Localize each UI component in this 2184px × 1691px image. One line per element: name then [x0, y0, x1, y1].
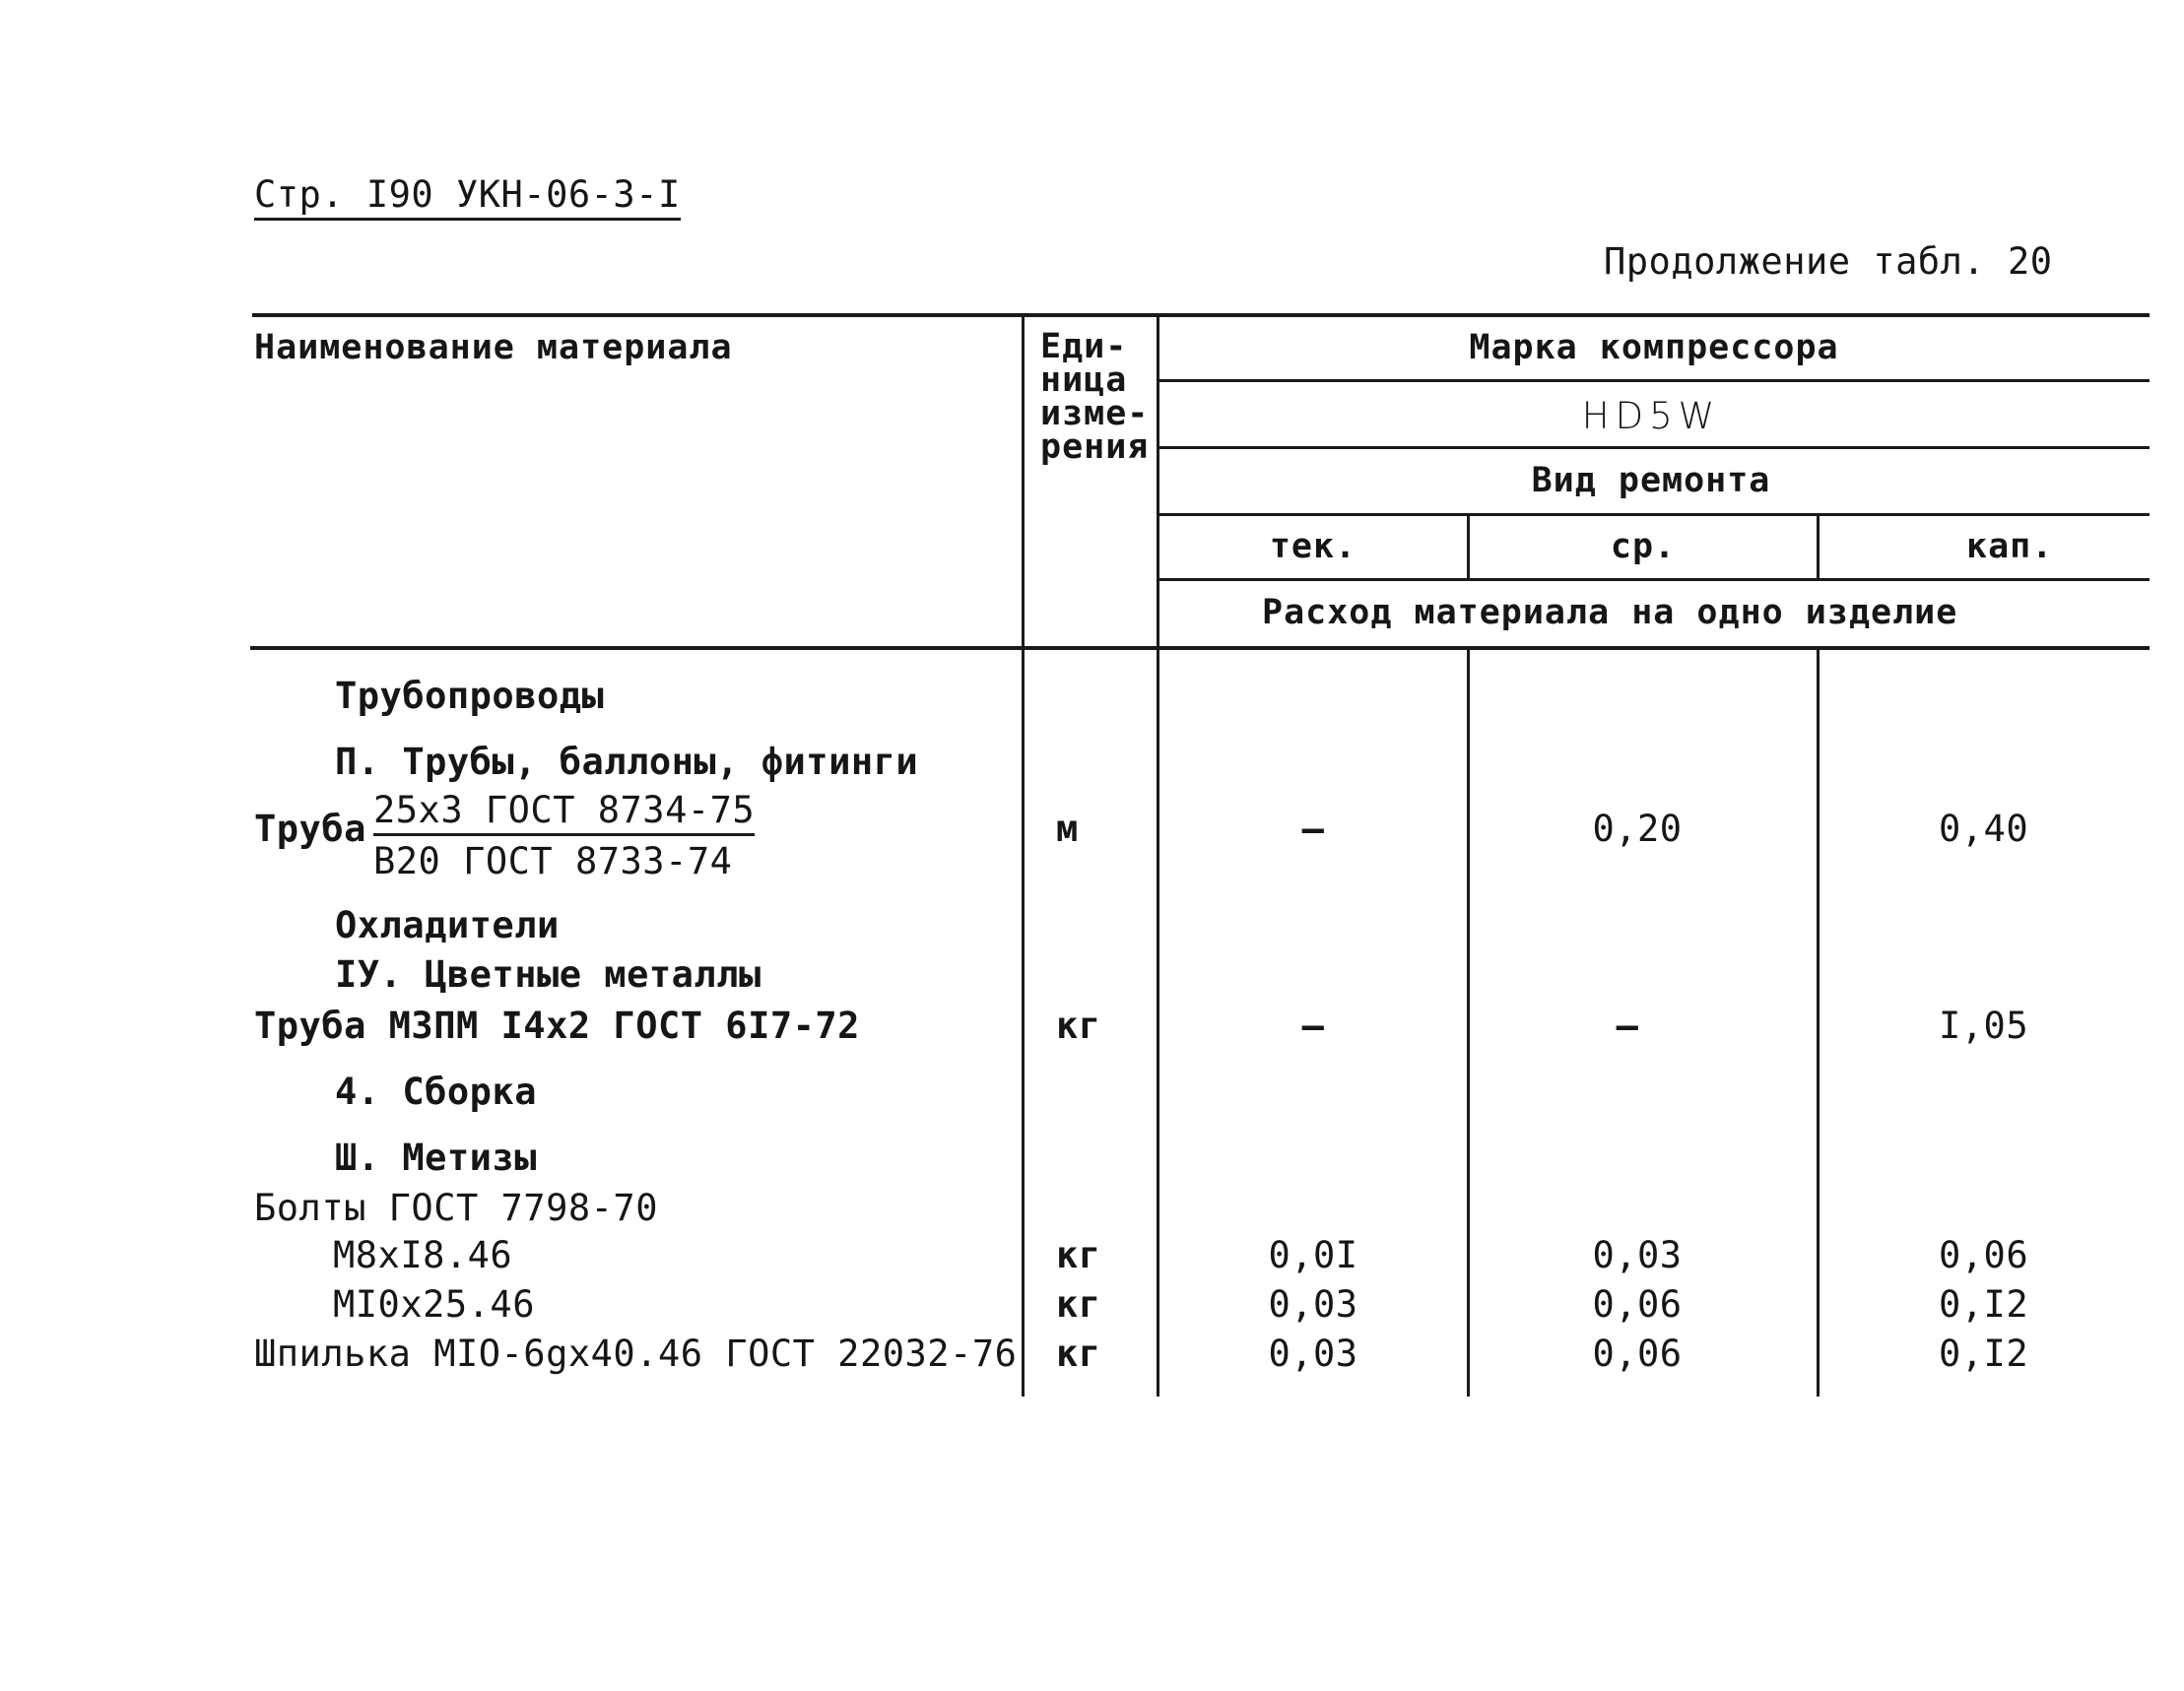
section-bolts: Болты ГОСТ 7798-70	[254, 1187, 658, 1229]
row-copper-tube-kap: I,05	[1939, 1005, 2029, 1047]
row-pipe-prefix: Труба	[254, 808, 366, 850]
row-bolt-m10-name: МI0x25.46	[333, 1283, 535, 1326]
row-pipe-tek: –	[1301, 808, 1325, 850]
header-col-kap: кап.	[1966, 527, 2054, 566]
header-material-name: Наименование материала	[254, 328, 733, 367]
row-copper-tube-tek: –	[1301, 1005, 1325, 1047]
row-copper-tube-sr: –	[1616, 1005, 1639, 1047]
row-bolt-m8-name: М8xI8.46	[333, 1234, 513, 1276]
row-pipe-spec-top: 25x3 ГОСТ 8734-75	[373, 789, 755, 836]
sr-column-right-rule	[1817, 513, 1820, 580]
row-bolt-m8-tek: 0,0I	[1268, 1234, 1358, 1276]
row-pipe-sr: 0,20	[1592, 808, 1683, 850]
row-bolt-m10-sr: 0,06	[1592, 1283, 1683, 1326]
sr-column-body-rule	[1817, 648, 1820, 1397]
header-compressor-brand: Марка компрессора	[1469, 328, 1839, 367]
header-unit-line: Еди-	[1040, 327, 1128, 366]
page-reference: Стр. I90 УКН-06-3-I	[254, 173, 681, 221]
unit-column-left-rule	[1022, 315, 1025, 1397]
row-pipe-spec-bottom: В20 ГОСТ 8733-74	[373, 840, 733, 882]
row-stud-unit: кг	[1056, 1333, 1101, 1375]
header-consumption: Расход материала на одно изделие	[1262, 593, 1958, 632]
header-repair-type: Вид ремонта	[1531, 461, 1771, 500]
header-rule-repair	[1158, 513, 2150, 516]
section-assembly: 4. Сборка	[335, 1071, 537, 1113]
row-bolt-m10-tek: 0,03	[1268, 1283, 1358, 1326]
section-pipes-group	[335, 741, 918, 783]
row-bolt-m8-kap: 0,06	[1939, 1234, 2029, 1276]
row-bolt-m8-sr: 0,03	[1592, 1234, 1683, 1276]
header-unit	[1040, 327, 1150, 467]
row-copper-tube-unit: кг	[1056, 1005, 1101, 1047]
row-copper-tube-name: Труба МЗПМ I4x2 ГОСТ 6I7-72	[254, 1005, 860, 1047]
section-pipelines: Трубопроводы	[335, 675, 605, 717]
header-model: HD5W	[1581, 395, 1721, 437]
row-bolt-m10-kap: 0,I2	[1939, 1283, 2029, 1326]
row-pipe-unit: м	[1056, 808, 1079, 850]
section-pipes-group-label: П. Трубы, баллоны, фитинги	[335, 741, 919, 783]
row-stud-name: Шпилька МIО-6gx40.46 ГОСТ 22032-76	[254, 1333, 1018, 1375]
header-unit-line: ница	[1040, 360, 1128, 400]
header-col-sr: ср.	[1610, 527, 1677, 566]
header-bottom-rule	[250, 646, 2150, 650]
header-unit-line: изме-	[1040, 394, 1150, 433]
row-bolt-m10-unit: кг	[1056, 1283, 1101, 1326]
header-rule-brand	[1158, 379, 2150, 382]
section-nonferrous: IУ. Цветные металлы	[335, 953, 761, 996]
section-coolers: Охладители	[335, 904, 560, 946]
header-unit-line: рения	[1040, 427, 1150, 467]
table-continuation-label: Продолжение табл. 20	[1604, 240, 2053, 283]
row-pipe-kap: 0,40	[1939, 808, 2029, 850]
row-bolt-m8-unit: кг	[1056, 1234, 1101, 1276]
row-stud-kap: 0,I2	[1939, 1333, 2029, 1375]
row-stud-tek: 0,03	[1268, 1333, 1358, 1375]
header-col-tek: тек.	[1269, 527, 1357, 566]
header-rule-columns	[1158, 578, 2150, 581]
row-stud-sr: 0,06	[1592, 1333, 1683, 1375]
section-hardware: Ш. Метизы	[335, 1137, 537, 1179]
table-top-rule	[252, 313, 2150, 317]
header-rule-model	[1158, 446, 2150, 449]
